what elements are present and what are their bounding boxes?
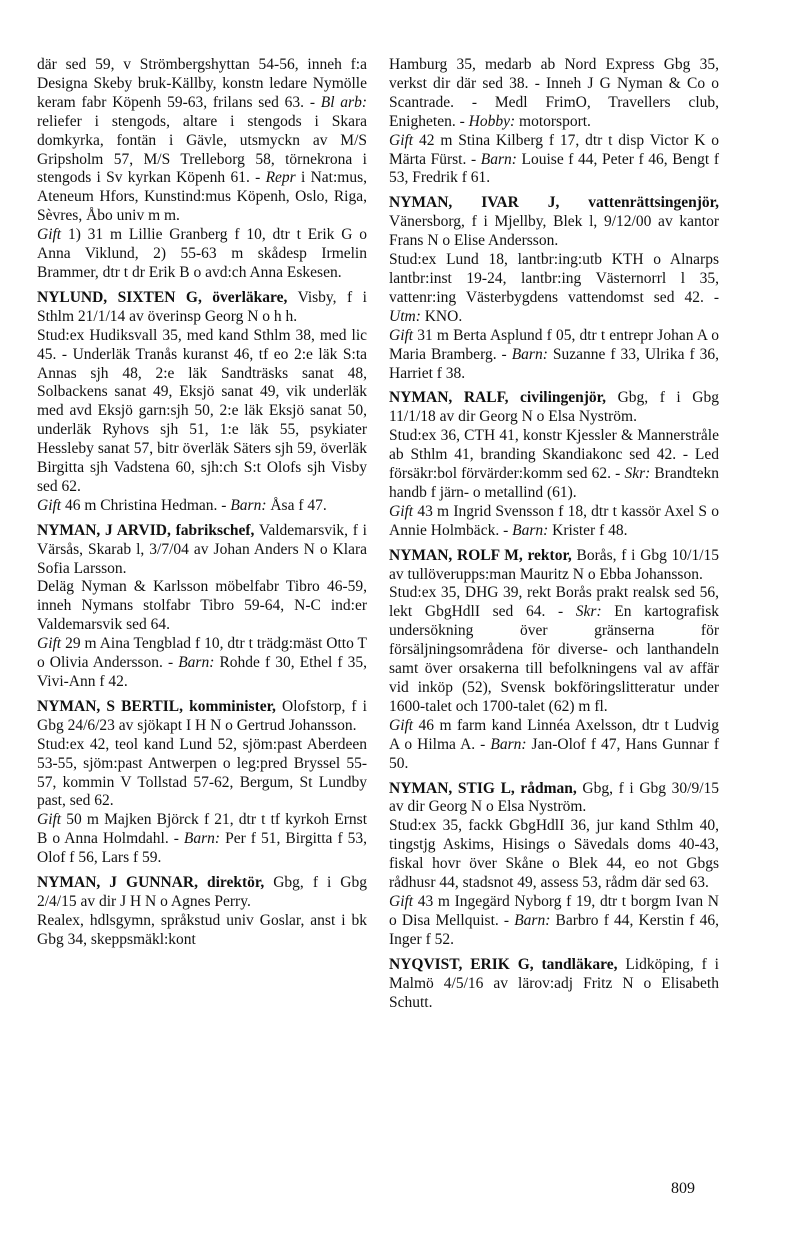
- body-text: där sed 59, v Strömbergshyttan 54-56, inneh f:a Designa Skeby bruk-Källby, konstn ledare Nymölle keram fabr Köpenh 59-63, frilans sed 63. -: [37, 56, 367, 111]
- body-text: Gbg, f i Gbg 30/9/15 av dir Georg N o Elsa Nyström.: [389, 779, 720, 816]
- body-text: 1) 31 m Lillie Granberg f 10, dtr t Erik G o Anna Viklund, 2) 55-63 m skådesp Irmelin Brammer, dtr t dr Erik B o avd:ch Anna Eskesen.: [37, 226, 367, 281]
- text-paragraph: [37, 56, 367, 226]
- text-paragraph: [389, 584, 719, 716]
- text-paragraph: [389, 427, 719, 503]
- text-paragraph: [389, 503, 719, 541]
- italic-label: Gift: [389, 131, 414, 149]
- italic-label: Gift: [37, 226, 62, 244]
- entry-paragraph: [37, 522, 367, 579]
- body-text: Per f 51, Birgitta f 53, Olof f 56, Lars f 59.: [37, 830, 367, 867]
- body-text: En kartografisk undersökning över gränserna för försäljningsområdena för diverse- och lanthandeln samt över orsakerna till befolkningens val av affär vid inköp (52), Svensk bokföringslitteratur under 1600-talet och 1700-talet (62) m fl.: [389, 603, 720, 715]
- italic-label: Skr:: [575, 603, 602, 621]
- body-text: Gbg, f i Gbg 11/1/18 av dir Georg N o Elsa Nyström.: [389, 389, 719, 426]
- italic-label: Skr:: [624, 465, 651, 483]
- entry-heading: NYLUND, SIXTEN G, överläkare,: [37, 288, 288, 306]
- body-text: Hamburg 35, medarb ab Nord Express Gbg 35, verkst dir där sed 38. - Inneh J G Nyman & Co o Scantrade. - Medl FrimO, Travellers club, Enigheten. -: [389, 56, 719, 130]
- entry-paragraph: [37, 698, 367, 736]
- body-text: 46 m Christina Hedman. -: [61, 496, 231, 514]
- italic-label: Gift: [37, 496, 62, 514]
- body-text: Brandtekn handb f järn- o metallind (61).: [389, 465, 719, 501]
- body-text: Vänersborg, f i Mjellby, Blek l, 9/12/00 av kantor Frans N o Elise Andersson.: [389, 213, 719, 250]
- entry-heading: NYMAN, STIG L, rådman,: [389, 779, 577, 797]
- body-text: 42 m Stina Kilberg f 17, dtr t disp Victor K o Märta Fürst. -: [389, 131, 719, 168]
- body-text: reliefer i stengods, altare i stengods i Skara domkyrka, fontän i Gävle, utsmyckn av M/S Gripsholm 57, M/S Trelleborg 58, törnekrona i stengods i Sv kyrkan Köpenh 61. -: [37, 112, 367, 187]
- body-text: 43 m Ingegärd Nyborg f 19, dtr t borgm Ivan N o Disa Mellquist. -: [389, 892, 719, 929]
- text-paragraph: [389, 817, 719, 893]
- italic-label: Hobby:: [468, 112, 516, 130]
- text-paragraph: [389, 327, 719, 384]
- italic-label: Gift: [389, 326, 414, 344]
- body-text: Barbro f 44, Kerstin f 46, Inger f 52.: [389, 911, 719, 948]
- entry-paragraph: [37, 874, 367, 912]
- text-paragraph: [37, 327, 367, 497]
- body-text: Borås, f i Gbg 10/1/15 av tullöverupps:man Mauritz N o Ebba Johansson.: [389, 546, 720, 583]
- body-text: 31 m Berta Asplund f 05, dtr t entrepr Johan A o Maria Bramberg. -: [389, 326, 719, 363]
- entry-heading: NYMAN, ROLF M, rektor,: [389, 546, 572, 564]
- italic-label: Barn:: [480, 150, 517, 168]
- italic-label: Gift: [37, 635, 62, 653]
- text-paragraph: [389, 56, 719, 132]
- left-column: [37, 56, 367, 950]
- italic-label: Barn:: [178, 654, 215, 672]
- body-text: Stud:ex Hudiksvall 35, med kand Sthlm 38, med lic 45. - Underläk Tranås kuranst 46, tf eo 2:e läk S:ta Annas sjh 48, 2:e läk Sandträsks sanat 48, Solbackens sanat 49, Eksjö sanat 49, vik underläk med avd Eksjö garn:sjh 50, 2:e läk Eksjö sanat 50, underläk Ryhovs sjh 51, 1:e läk 55, psykiater Hessleby sanat 57, bitr överläk Säters sjh 59, överläk Birgitta sjh Vadstena 60, sjh:ch S:t Olofs sjh Visby sed 62.: [37, 326, 367, 495]
- body-text: Suzanne f 33, Ulrika f 36, Harriet f 38.: [389, 345, 719, 382]
- body-text: 43 m Ingrid Svensson f 18, dtr t kassör Axel S o Annie Holmbäck. -: [389, 502, 719, 539]
- italic-label: Gift: [389, 716, 414, 734]
- entry-heading: NYQVIST, ERIK G, tandläkare,: [389, 955, 618, 973]
- body-text: Krister f 48.: [548, 521, 628, 539]
- body-text: Stud:ex 35, DHG 39, rekt Borås prakt realsk sed 56, lekt GbgHdlI sed 64. -: [389, 584, 719, 621]
- body-text: Gbg, f i Gbg 2/4/15 av dir J H N o Agnes Perry.: [37, 874, 368, 910]
- body-text: Rohde f 30, Ethel f 35, Vivi-Ann f 42.: [37, 654, 367, 690]
- italic-label: Barn:: [183, 830, 221, 848]
- body-text: 46 m farm kand Linnéa Axelsson, dtr t Ludvig A o Hilma A. -: [389, 716, 719, 753]
- body-text: Stud:ex Lund 18, lantbr:ing:utb KTH o Alnarps lantbr:inst 19-24, lantbr:ing Västernorrl l 35, vattenr:ing Västerbygdens vattendomst sed 42. -: [389, 251, 719, 306]
- italic-label: Bl arb:: [320, 93, 368, 111]
- body-text: Lidköping, f i Malmö 4/5/16 av lärov:adj Fritz N o Elisabeth Schutt.: [389, 955, 719, 1011]
- entry-paragraph: [389, 194, 719, 251]
- body-text: Stud:ex 42, teol kand Lund 52, sjöm:past Aberdeen 53-55, sjöm:past Antwerpen o leg:pred Bryssel 55-57, kommin V Tollstad 57-62, Bergum, St Lundby past, sed 62.: [37, 735, 367, 810]
- entry-heading: NYMAN, J GUNNAR, direktör,: [37, 874, 265, 892]
- body-text: motorsport.: [515, 112, 591, 130]
- text-paragraph: [37, 578, 367, 635]
- body-text: Louise f 44, Peter f 46, Bengt f 53, Fredrik f 61.: [389, 150, 720, 187]
- entry-heading: NYMAN, IVAR J, vattenrättsingenjör,: [389, 194, 719, 212]
- entry-paragraph: [37, 289, 367, 327]
- entry-paragraph: [389, 780, 719, 818]
- entry-paragraph: [389, 389, 719, 427]
- body-text: Jan-Olof f 47, Hans Gunnar f 50.: [389, 735, 719, 772]
- body-text: KNO.: [420, 307, 463, 325]
- body-text: Åsa f 47.: [266, 496, 327, 514]
- italic-label: Gift: [389, 502, 414, 520]
- text-paragraph: [37, 736, 367, 812]
- italic-label: Gift: [389, 892, 414, 910]
- body-text: Deläg Nyman & Karlsson möbelfabr Tibro 46-59, inneh Nymans stolfabr Tibro 59-64, N-C ind:er Valdemarsvik sed 64.: [37, 578, 367, 634]
- italic-label: Repr: [265, 169, 296, 187]
- body-text: i Nat:mus, Ateneum Hfors, Kunstind:mus Köpenh, Oslo, Riga, Sèvres, Åbo univ m m.: [37, 169, 367, 225]
- text-paragraph: [389, 251, 719, 327]
- right-column: [389, 56, 719, 1012]
- text-paragraph: [37, 635, 367, 692]
- text-paragraph: [389, 717, 719, 774]
- body-text: Valdemarsvik, f i Värsås, Skarab l, 3/7/04 av Johan Anders N o Klara Sofia Larsson.: [37, 521, 367, 577]
- body-text: Visby, f i Sthlm 21/1/14 av överinsp Georg N o h h.: [37, 288, 367, 325]
- text-paragraph: [37, 811, 367, 868]
- body-text: 29 m Aina Tengblad f 10, dtr t trädg:mäst Otto T o Olivia Andersson. -: [37, 635, 367, 672]
- text-paragraph: [389, 893, 719, 950]
- italic-label: Barn:: [511, 345, 548, 363]
- italic-label: Utm:: [389, 307, 421, 325]
- text-paragraph: [37, 912, 367, 950]
- text-paragraph: [389, 132, 719, 189]
- page-number: 809: [671, 1180, 695, 1197]
- entry-paragraph: [389, 956, 719, 1013]
- entry-heading: NYMAN, RALF, civilingenjör,: [389, 389, 607, 407]
- body-text: Stud:ex 36, CTH 41, konstr Kjessler & Mannerstråle ab Sthlm 41, branding Skandiakonc sed 42. - Led försäkr:bol förvärder:komm sed 62. -: [389, 427, 719, 483]
- italic-label: Barn:: [490, 735, 527, 753]
- text-paragraph: [37, 226, 367, 283]
- italic-label: Barn:: [514, 911, 551, 929]
- entry-heading: NYMAN, J ARVID, fabrikschef,: [37, 521, 255, 539]
- entry-paragraph: [389, 547, 719, 585]
- italic-label: Barn:: [230, 496, 267, 514]
- body-text: Realex, hdlsgymn, språkstud univ Goslar, anst i bk Gbg 34, skeppsmäkl:kont: [37, 911, 367, 948]
- text-paragraph: [37, 497, 367, 516]
- italic-label: Gift: [37, 811, 62, 829]
- body-text: 50 m Majken Björck f 21, dtr t tf kyrkoh Ernst B o Anna Holmdahl. -: [37, 811, 367, 848]
- body-text: Stud:ex 35, fackk GbgHdlI 36, jur kand Sthlm 40, tingstjg Askims, Hisings o Sävedals doms 40-43, fiskal hovr över Skåne o Blek 44, eo not Gbgs rådhusr 44, stadsnot 49, assess 53, rådm där sed 63.: [389, 817, 719, 892]
- entry-heading: NYMAN, S BERTIL, komminister,: [37, 697, 276, 715]
- body-text: Olofstorp, f i Gbg 24/6/23 av sjökapt I H N o Gertrud Johansson.: [37, 697, 367, 734]
- italic-label: Barn:: [512, 521, 549, 539]
